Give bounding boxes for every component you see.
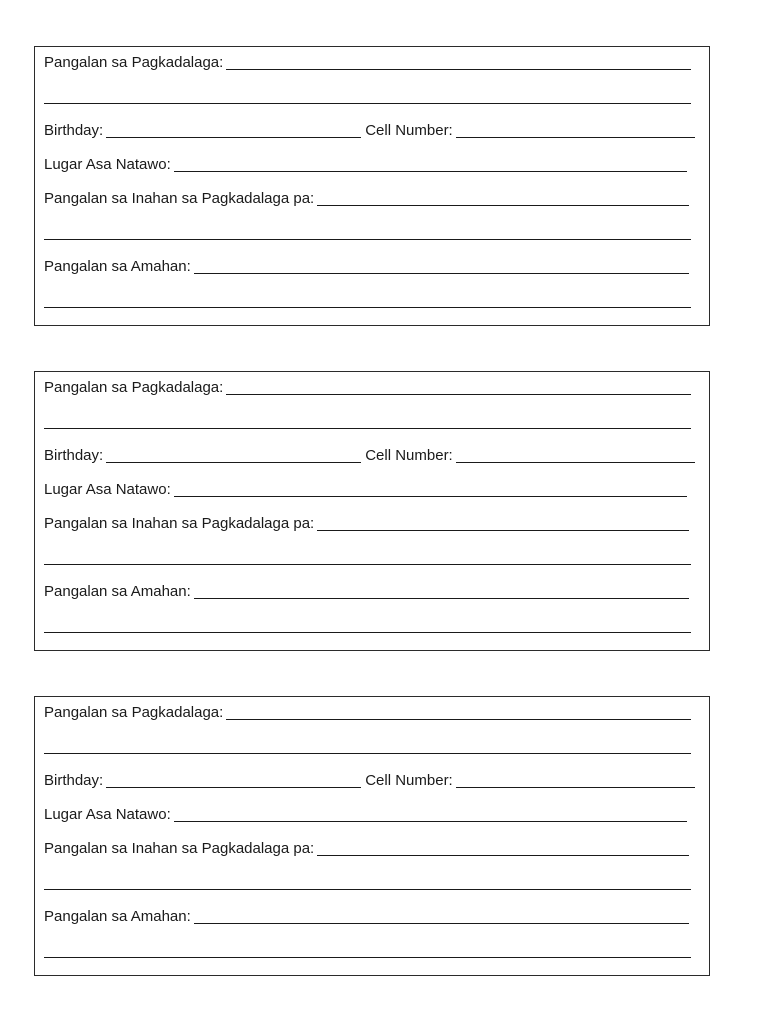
- father-label: Pangalan sa Amahan:: [44, 258, 191, 275]
- name-continuation-row: [44, 738, 691, 756]
- cell-number-label: Cell Number:: [365, 122, 453, 139]
- birthday-label: Birthday:: [44, 772, 104, 789]
- mother-continuation-line[interactable]: [44, 239, 691, 240]
- father-continuation-row: [44, 942, 691, 960]
- mother-continuation-line[interactable]: [44, 564, 691, 565]
- name-continuation-row: [44, 88, 691, 106]
- name-continuation-row: [44, 413, 691, 431]
- mother-continuation-row: [44, 224, 691, 242]
- birthplace-field-line[interactable]: [174, 171, 687, 172]
- mother-row: [44, 515, 689, 533]
- cell-number-field-line[interactable]: [456, 462, 695, 463]
- name-field-line[interactable]: [226, 69, 691, 70]
- mother-field-line[interactable]: [317, 855, 689, 856]
- name-row: [44, 704, 691, 722]
- father-continuation-row: [44, 292, 691, 310]
- birthday-label: Birthday:: [44, 122, 104, 139]
- form-card-1: [34, 46, 710, 326]
- mother-continuation-row: [44, 874, 691, 892]
- father-label: Pangalan sa Amahan:: [44, 908, 191, 925]
- name-row: [44, 54, 691, 72]
- birthday-cell-row: [44, 447, 695, 465]
- father-label: Pangalan sa Amahan:: [44, 583, 191, 600]
- father-field-line[interactable]: [194, 923, 689, 924]
- birthday-cell-row: [44, 772, 695, 790]
- mother-continuation-row: [44, 549, 691, 567]
- birthday-field-line[interactable]: [106, 787, 361, 788]
- father-continuation-line[interactable]: [44, 957, 691, 958]
- name-field-line[interactable]: [226, 719, 691, 720]
- birthplace-label: Lugar Asa Natawo:: [44, 481, 171, 498]
- birthday-field-line[interactable]: [106, 462, 361, 463]
- birthplace-label: Lugar Asa Natawo:: [44, 156, 171, 173]
- father-row: [44, 258, 689, 276]
- birthplace-field-line[interactable]: [174, 821, 687, 822]
- birthday-label: Birthday:: [44, 447, 104, 464]
- mother-label: Pangalan sa Inahan sa Pagkadalaga pa:: [44, 190, 315, 207]
- cell-number-field-line[interactable]: [456, 137, 695, 138]
- birthday-cell-row: [44, 122, 695, 140]
- birthplace-row: [44, 481, 687, 499]
- name-field-line[interactable]: [226, 394, 691, 395]
- name-row: [44, 379, 691, 397]
- mother-row: [44, 190, 689, 208]
- mother-field-line[interactable]: [317, 205, 689, 206]
- name-label: Pangalan sa Pagkadalaga:: [44, 704, 224, 721]
- mother-label: Pangalan sa Inahan sa Pagkadalaga pa:: [44, 515, 315, 532]
- father-continuation-line[interactable]: [44, 307, 691, 308]
- father-field-line[interactable]: [194, 598, 689, 599]
- name-continuation-line[interactable]: [44, 103, 691, 104]
- birthday-field-line[interactable]: [106, 137, 361, 138]
- birthplace-label: Lugar Asa Natawo:: [44, 806, 171, 823]
- name-label: Pangalan sa Pagkadalaga:: [44, 54, 224, 71]
- cell-number-label: Cell Number:: [365, 772, 453, 789]
- birthplace-field-line[interactable]: [174, 496, 687, 497]
- cell-number-label: Cell Number:: [365, 447, 453, 464]
- cell-number-field-line[interactable]: [456, 787, 695, 788]
- birthplace-row: [44, 806, 687, 824]
- mother-field-line[interactable]: [317, 530, 689, 531]
- father-row: [44, 908, 689, 926]
- mother-continuation-line[interactable]: [44, 889, 691, 890]
- mother-label: Pangalan sa Inahan sa Pagkadalaga pa:: [44, 840, 315, 857]
- name-label: Pangalan sa Pagkadalaga:: [44, 379, 224, 396]
- name-continuation-line[interactable]: [44, 753, 691, 754]
- form-card-3: [34, 696, 710, 976]
- form-card-2: [34, 371, 710, 651]
- father-row: [44, 583, 689, 601]
- father-continuation-row: [44, 617, 691, 635]
- father-continuation-line[interactable]: [44, 632, 691, 633]
- birthplace-row: [44, 156, 687, 174]
- father-field-line[interactable]: [194, 273, 689, 274]
- name-continuation-line[interactable]: [44, 428, 691, 429]
- mother-row: [44, 840, 689, 858]
